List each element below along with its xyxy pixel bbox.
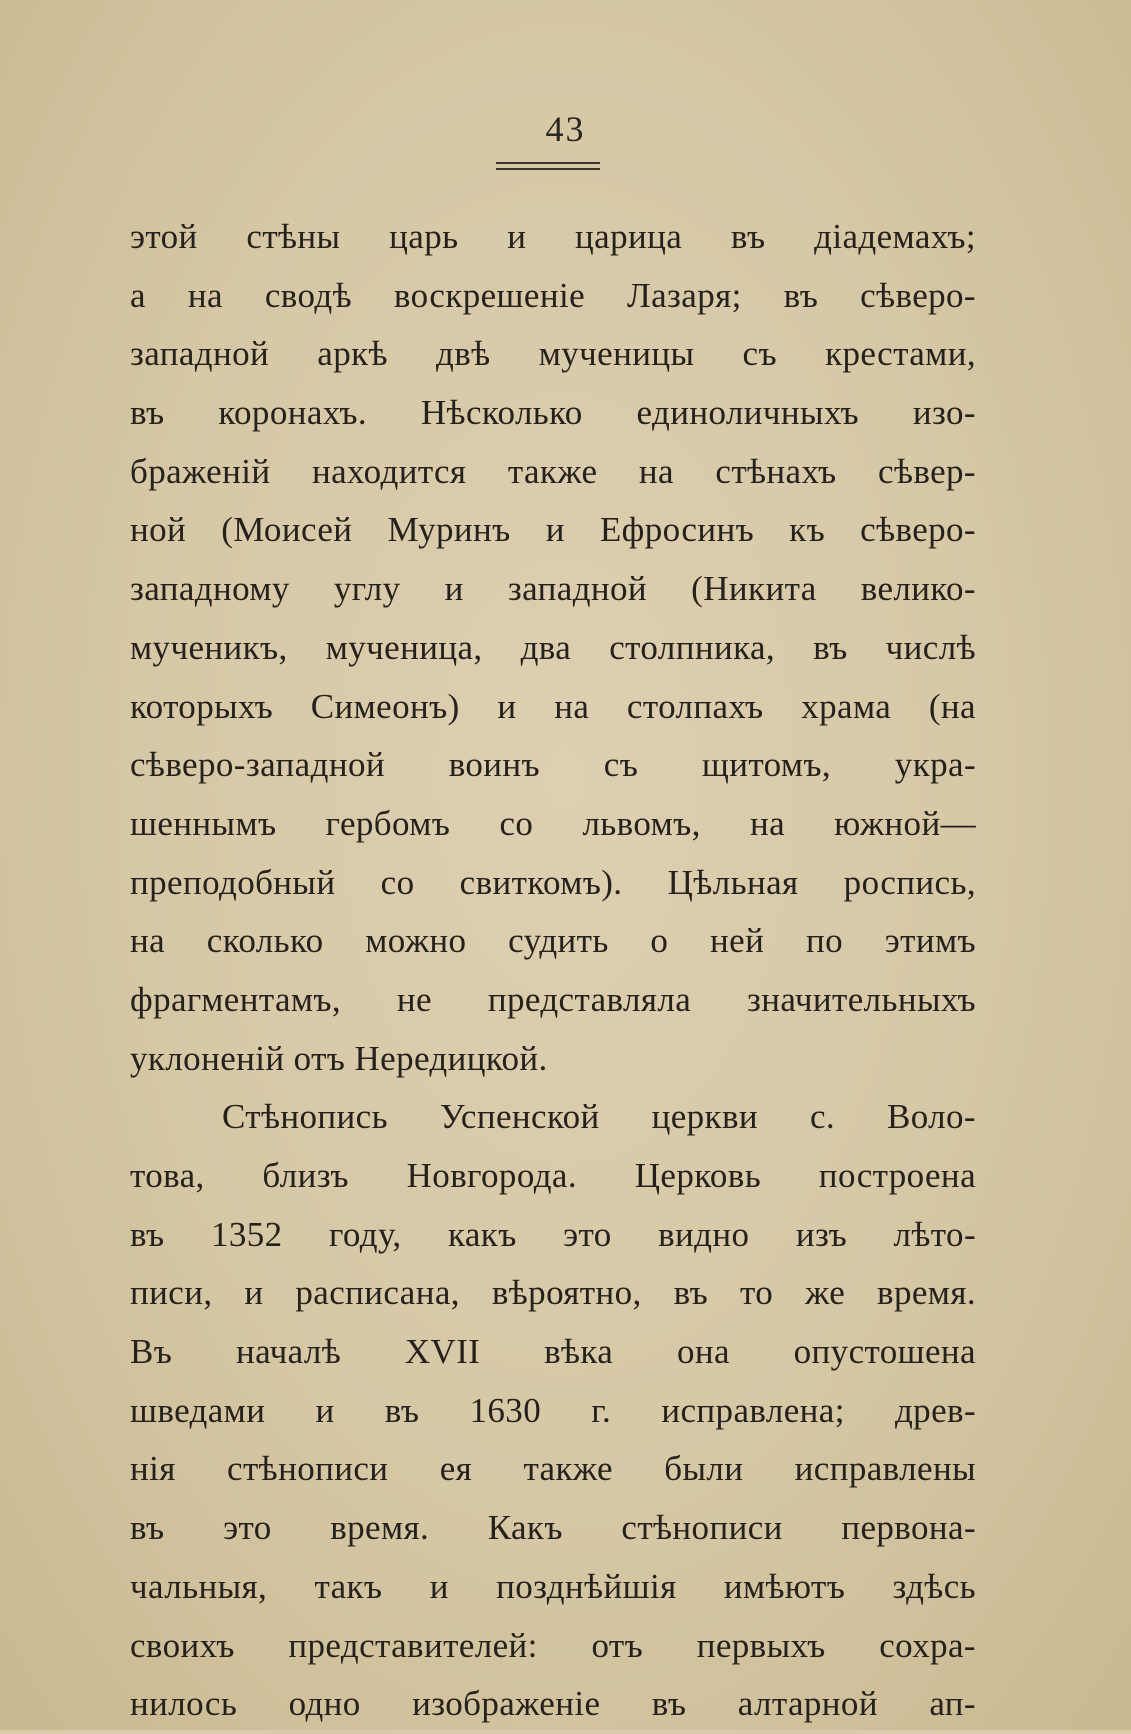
text-line: на сколько можно судить о ней по этимъ	[130, 921, 976, 961]
text-line: шведами и въ 1630 г. исправлена; древ-	[130, 1390, 976, 1430]
text-line: Въ началѣ XVII вѣка она опустошена	[130, 1332, 976, 1372]
text-line: въ это время. Какъ стѣнописи первона-	[130, 1508, 976, 1548]
text-line: нилось одно изображеніе въ алтарной ап-	[130, 1684, 976, 1724]
header-rule-top	[496, 162, 600, 164]
text-line: това, близъ Новгорода. Церковь построена	[130, 1156, 976, 1195]
text-line: чальныя, такъ и позднѣйшія имѣютъ здѣсь	[130, 1566, 976, 1606]
page-number: 43	[545, 109, 586, 149]
text-line: а на сводѣ воскрешеніе Лазаря; въ сѣверо-	[130, 275, 976, 315]
text-line: ной (Моисей Муринъ и Ефросинъ къ сѣверо-	[130, 510, 976, 550]
text-line: въ коронахъ. Нѣсколько единоличныхъ изо-	[130, 393, 976, 433]
text-line: сѣверо-западной воинъ съ щитомъ, укра-	[130, 745, 976, 785]
text-line: своихъ представителей: отъ первыхъ сохра-	[130, 1625, 976, 1665]
body-text	[130, 208, 976, 1734]
text-line: западной аркѣ двѣ мученицы съ крестами,	[130, 334, 976, 374]
text-line: фрагментамъ, не представляла значительныхъ	[130, 979, 976, 1019]
text-line: нія стѣнописи ея также были исправлены	[130, 1449, 976, 1489]
text-line: этой стѣны царь и царица въ діадемахъ;	[130, 217, 976, 256]
text-line: мученикъ, мученица, два столпника, въ числѣ	[130, 627, 976, 667]
text-line: преподобный со свиткомъ). Цѣльная роспись,	[130, 862, 976, 902]
paragraph-first-line: Стѣнопись Успенской церкви с. Воло-	[222, 1097, 976, 1137]
text-line: которыхъ Симеонъ) и на столпахъ храма (на	[130, 686, 976, 726]
text-line: писи, и расписана, вѣроятно, въ то же время.	[130, 1273, 976, 1313]
text-line: западному углу и западной (Никита велико-	[130, 569, 976, 609]
text-line: шеннымъ гербомъ со львомъ, на южной—	[130, 803, 976, 843]
text-line: браженій находится также на стѣнахъ сѣвер-	[130, 451, 976, 491]
text-line: въ 1352 году, какъ это видно изъ лѣто-	[130, 1214, 976, 1254]
header-rule-bottom	[496, 168, 600, 170]
paragraph-end-line: уклоненій отъ Нередицкой.	[130, 1038, 548, 1078]
